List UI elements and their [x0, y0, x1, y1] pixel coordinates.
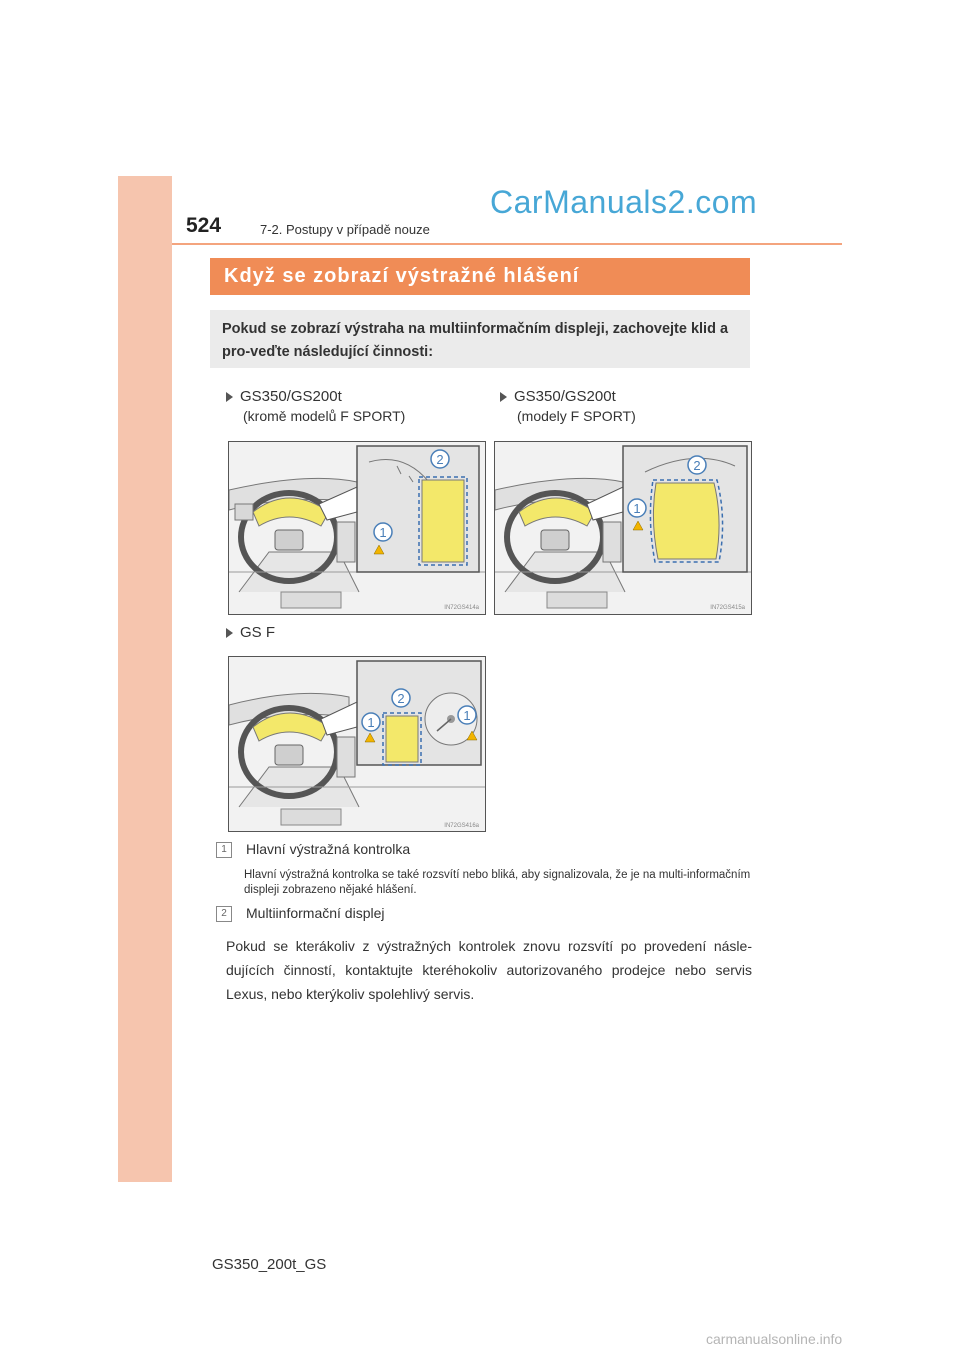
callout-2: 2	[397, 691, 405, 706]
variant-heading-1	[226, 388, 405, 424]
section-header	[210, 258, 750, 295]
callout-1: 1	[379, 525, 387, 540]
intro-box	[210, 310, 750, 368]
variant-title: GS F	[240, 624, 276, 641]
intro-text: Pokud se zobrazí výstraha na multiinformačním displeji, zachovejte klid a pro-veďte následující činnosti:	[222, 321, 729, 360]
triangle-bullet-icon	[226, 628, 233, 638]
legend-label: Hlavní výstražná kontrolka	[246, 841, 411, 857]
variant-title: GS350/GS200t	[514, 388, 616, 405]
variant-title: GS350/GS200t	[240, 388, 342, 405]
footer-model-code: GS350_200t_GS	[212, 1256, 327, 1273]
variant-heading-3	[226, 624, 275, 641]
legend-number-badge: 1	[216, 842, 232, 858]
illustration-cockpit-fsport	[494, 441, 752, 615]
breadcrumb: 7-2. Postupy v případě nouze	[260, 222, 430, 237]
legend-item-1	[216, 841, 410, 858]
legend-number-badge: 2	[216, 906, 232, 922]
variant-subtitle: (kromě modelů F SPORT)	[243, 408, 406, 424]
callout-1: 1	[633, 501, 641, 516]
header-divider	[172, 243, 842, 245]
illustration-cockpit-gsf	[228, 656, 486, 832]
watermark-top: CarManuals2.com	[490, 184, 758, 220]
legend-description-1: Hlavní výstražná kontrolka se také rozsvítí nebo bliká, aby signalizovala, že je na multi-informačním displeji zobrazeno nějaké hlášení.	[244, 869, 751, 896]
legend-item-2	[216, 905, 385, 922]
page-number: 524	[186, 214, 222, 237]
legend-label: Multiinformační displej	[246, 905, 385, 921]
triangle-bullet-icon	[500, 392, 507, 402]
illustration-code: IN72GS414a	[444, 605, 479, 611]
closing-paragraph: Pokud se kterákoliv z výstražných kontrolek znovu rozsvítí po provedení násle-dujících činností, kontaktujte kteréhokoliv autorizovaného prodejce nebo servis Lexus, nebo kterýkoliv spolehlivý servis.	[226, 938, 752, 1002]
illustration-code: IN72GS415a	[710, 605, 745, 611]
variant-heading-2	[500, 388, 636, 424]
callout-2: 2	[693, 458, 701, 473]
variant-subtitle: (modely F SPORT)	[517, 408, 636, 424]
callout-2: 2	[436, 452, 444, 467]
chapter-side-band	[118, 176, 172, 1182]
callout-1: 1	[367, 715, 375, 730]
triangle-bullet-icon	[226, 392, 233, 402]
watermark-bottom: carmanualsonline.info	[706, 1331, 843, 1347]
illustration-code: IN72GS416a	[444, 823, 479, 829]
callout-1: 1	[463, 708, 471, 723]
illustration-cockpit-standard	[228, 441, 486, 615]
section-title: Když se zobrazí výstražné hlášení	[224, 265, 580, 287]
